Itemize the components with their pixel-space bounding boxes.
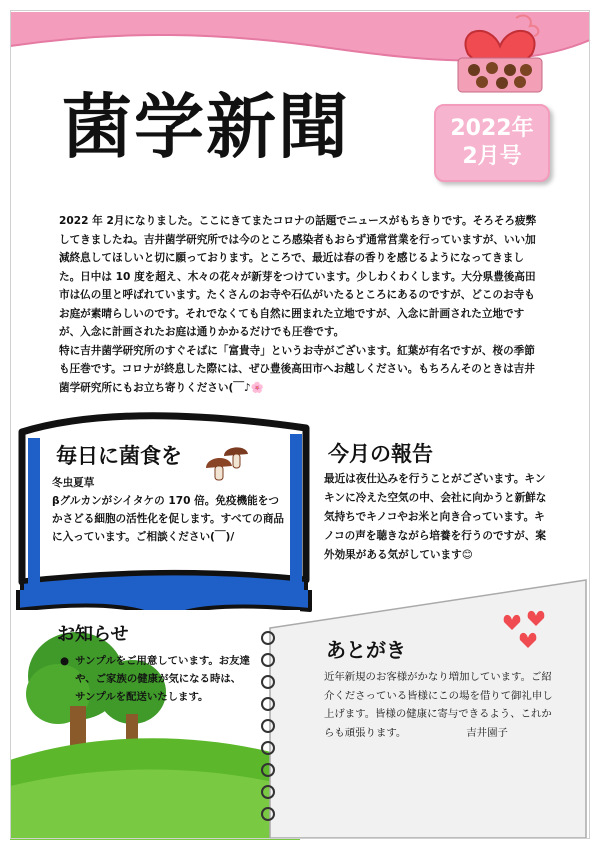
issue-month: 2月号 [462,144,522,169]
afterword-text: 近年新規のお客様がかなり増加しています。ご紹介くださっている皆様にこの場を借りて御礼申し上げます。皆様の健康に寄与できるよう、これからも頑張ります。 [324,671,553,739]
issue-date-badge [434,104,550,182]
intro-paragraph-1: 2022 年 2月になりました。ここにきてまたコロナの話題でニュースがもちきりです。そろそろ疲弊してきましたね。吉井菌学研究所では今のところ感染者もおらず通常営業を行っていますが、いい加減終息してほしいと切に願っております。ところで、最近は春の香りを感じるようになってきました。日中は 10 度を超え、木々の花々が新芽をつけています。少しわくわくします。大分県豊後高田市は仏の里と呼ばれています。たくさんのお寺や石仏がいたるところにあるのですが、どこのお寺もお庭が素晴らしいのです。それでなくても自然に囲まれた立地ですが、入念に計画された立地ですが、入念に計画されたお庭は通りかかるだけでも圧巻です。 [59,215,537,338]
daily-line-2: βグルカンがシイタケの 170 倍。免疫機能をつかさどる細胞の活性化を促します。すべての商品に入っています。ご相談ください(￣)/ [52,495,285,543]
report-section-title: 今月の報告 [328,442,433,466]
notice-text: サンプルをご用意しています。お友達や、ご家族の健康が気になる時は、サンプルを配送いたします。 [75,655,250,703]
afterword-signature: 吉井園子 [466,726,508,739]
intro-paragraph-2: 特に吉井菌学研究所のすぐそばに「富貴寺」というお寺がございます。紅葉が有名ですが、桜の季節も圧巻です。コロナが終息した際には、ぜひ豊後高田市へお越しください。もちろんそのときは吉井菌学研究所にもお立ち寄りください(￣♪🌸 [59,344,535,394]
afterword-section-title: あとがき [326,638,406,662]
notice-bullet: ● [60,655,70,667]
issue-year: 2022年 [450,116,534,141]
chocolate-box-icon [446,8,556,98]
intro-article [59,212,543,397]
daily-section-body [52,474,288,546]
heart-icon [500,608,552,654]
daily-section-title: 毎日に菌食を [56,444,182,468]
notice-section-title: お知らせ [57,624,129,645]
afterword-section-body [324,668,554,742]
report-section-body: 最近は夜仕込みを行うことがございます。キンキンに冷えた空気の中、会社に向かうと新鮮な気持ちでキノコやお米と向き合っています。キノコの声を聴きながら培養を行うのですが、案外効果がある気がしています😊 [324,473,547,561]
notice-section-body [60,652,250,706]
daily-line-1: 冬虫夏草 [52,477,95,489]
newsletter-title: 菌学新聞 [62,86,350,168]
